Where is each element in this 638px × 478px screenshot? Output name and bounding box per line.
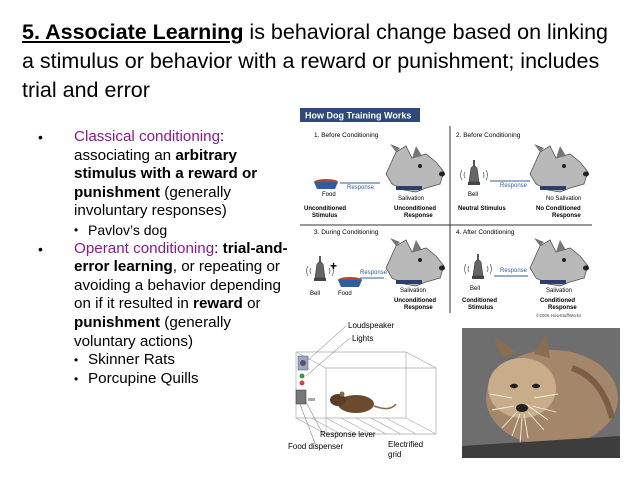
p3-response: Response — [360, 270, 388, 276]
bell-icon — [465, 254, 492, 279]
bullet-classical — [38, 128, 288, 221]
operant-colon: : — [214, 239, 219, 257]
p3-food: Food — [338, 291, 352, 297]
p4-cs-1: Conditioned — [462, 298, 497, 304]
dog-training-diagram — [300, 108, 592, 320]
p2-neutral: Neutral Stimulus — [458, 206, 506, 212]
dog-head-icon — [530, 238, 589, 286]
operant-text1: , or repeating or avoiding a behavior depending on if it resulted in — [74, 258, 281, 313]
operant-bold1: trial-and-error learning — [74, 239, 288, 276]
p1-us-2: Stimulus — [312, 213, 338, 219]
p3-ur-1: Unconditioned — [394, 298, 436, 304]
label-food-dispenser: Food dispenser — [288, 442, 344, 451]
example-pavlov: • Pavlov’s dog — [38, 221, 288, 240]
speaker-icon — [298, 356, 308, 370]
example-skinner: • Skinner Rats — [38, 351, 288, 370]
p4-cs-2: Stimulus — [468, 305, 494, 311]
panel-2-label: 2. Before Conditioning — [456, 132, 521, 139]
p3-salivation: Salivation — [400, 288, 427, 294]
bullet-list — [38, 128, 288, 388]
operant-term: Operant conditioning — [74, 239, 215, 257]
porcupine-dog-photo — [462, 328, 620, 458]
bullet-operant — [38, 240, 288, 352]
p3-bell: Bell — [310, 291, 321, 297]
p1-ur-1: Unconditioned — [394, 206, 436, 212]
classical-bold: arbitrary stimulus with a reward or punishment — [74, 146, 258, 201]
diagram-banner: How Dog Training Works — [305, 110, 412, 121]
classical-text2: (generally involuntary responses) — [74, 183, 231, 220]
p3-plus: + — [330, 259, 338, 273]
operant-bold3: punishment — [74, 313, 161, 331]
p2-bell: Bell — [468, 192, 479, 198]
classical-colon: : — [220, 128, 225, 145]
p4-cr-2: Response — [548, 305, 577, 311]
title-rest: is behavioral change based on linking a stimulus or behavior with a reward or punishment; includes trial and error — [22, 20, 609, 102]
dog-head-icon — [386, 238, 445, 286]
label-electrified: Electrified — [388, 440, 424, 449]
p1-food: Food — [322, 192, 336, 198]
food-bowl-icon — [338, 277, 362, 287]
p1-us-1: Unconditioned — [304, 206, 346, 212]
label-loudspeaker: Loudspeaker — [348, 321, 395, 330]
bell-icon — [461, 160, 488, 185]
operant-text2: or — [242, 295, 261, 313]
classical-term: Classical conditioning — [74, 128, 221, 145]
classical-text1: associating an — [74, 146, 176, 164]
p3-ur-2: Response — [404, 305, 433, 311]
diagram-copyright: ©2006 HowStuffWorks — [536, 313, 582, 318]
label-response-lever: Response lever — [320, 430, 376, 439]
operant-text3: (generally voluntary actions) — [74, 313, 231, 350]
panel-3-label: 3. During Conditioning — [314, 229, 379, 236]
p2-ncr-2: Response — [552, 213, 581, 219]
p2-response: Response — [500, 183, 528, 189]
skinner-box-diagram — [286, 316, 456, 462]
p4-response: Response — [500, 268, 528, 274]
food-bowl-icon — [314, 179, 338, 189]
panel-1-label: 1. Before Conditioning — [314, 132, 379, 139]
p2-no-salivation: No Salivation — [546, 196, 582, 202]
operant-bold2: reward — [193, 295, 243, 313]
dog-head-icon — [386, 144, 445, 192]
title-highlight: 5. Associate Learning — [22, 20, 244, 44]
p4-cr-1: Conditioned — [540, 298, 575, 304]
p1-ur-2: Response — [404, 213, 433, 219]
label-grid: grid — [388, 450, 402, 459]
slide-title — [22, 18, 622, 105]
rat-icon — [330, 392, 396, 414]
p1-salivation: Salivation — [398, 196, 425, 202]
panel-4-label: 4. After Conditioning — [456, 229, 515, 236]
p2-ncr-1: No Conditioned — [536, 206, 581, 212]
example-porcupine: • Porcupine Quills — [38, 370, 288, 389]
label-lights: Lights — [352, 334, 374, 343]
p4-bell: Bell — [470, 286, 481, 292]
p1-response: Response — [347, 185, 375, 191]
dog-head-icon — [530, 144, 589, 192]
p4-salivation: Salivation — [546, 288, 573, 294]
